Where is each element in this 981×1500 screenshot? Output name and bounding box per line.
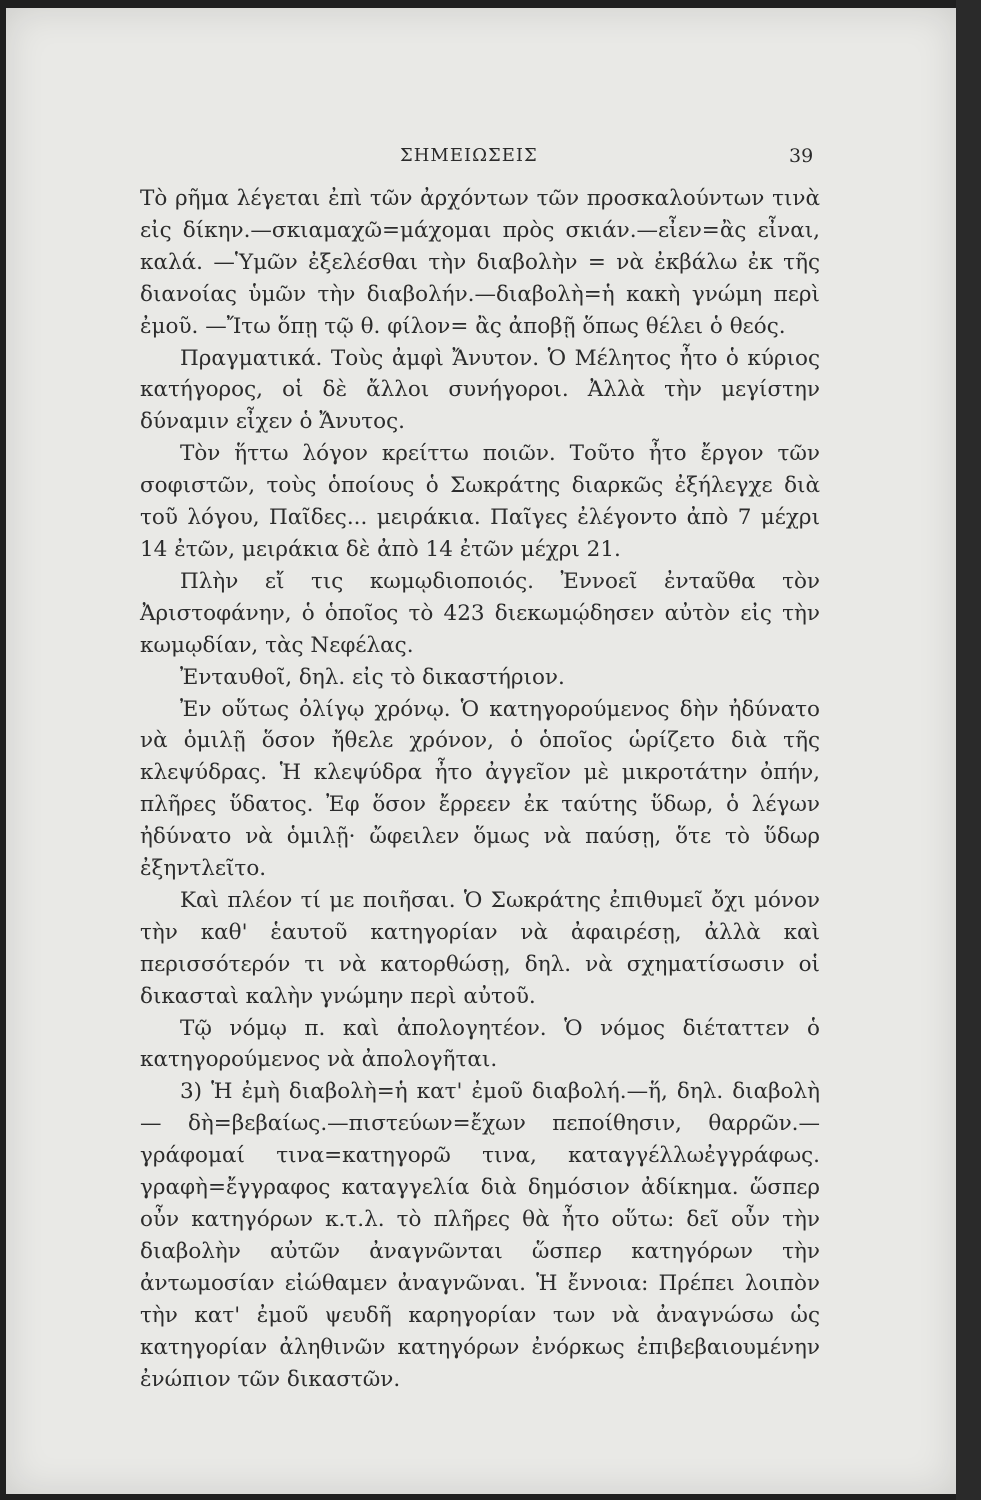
paragraph: 3) Ἡ ἐμὴ διαβολὴ=ἡ κατ' ἐμοῦ διαβολή.—ἥ, δηλ. διαβολὴ — δὴ=βεβαίως.—πιστεύων=ἔχων πεποίθησιν, θαρρῶν.—γράφομαί τινα=κατηγορῶ τινα, καταγγέλλωἐγγράφως. γραφὴ=ἔγγραφος καταγγελία διὰ δημόσιον ἀδίκημα. ὥσπερ οὖν κατηγόρων κ.τ.λ. τὸ πλῆρες θὰ ἦτο οὕτω: δεῖ οὖν τὴν διαβολὴν αὐτῶν ἀναγνῶνται ὥσπερ κατηγόρων τὴν ἀντωμοσίαν εἰώθαμεν ἀναγνῶναι. Ἡ ἔννοια: Πρέπει λοιπὸν τὴν κατ' ἐμοῦ ψευδῆ καρηγορίαν των νὰ ἀναγνώσω ὡς κατηγορίαν ἀληθινῶν κατηγόρων ἐνόρκως ἐπιβεβαιουμένην ἐνώπιον τῶν δικαστῶν. (140, 1079, 820, 1392)
book-page (6, 8, 956, 1494)
paragraph: Πραγματικά. Τοὺς ἀμφὶ Ἄνυτον. Ὁ Μέλητος ἦτο ὁ κύριος κατήγορος, οἱ δὲ ἄλλοι συνήγοροι. Ἀλλὰ τὴν μεγίστην δύναμιν εἶχεν ὁ Ἄνυτος. (140, 345, 820, 435)
page-number: 39 (789, 145, 814, 167)
paragraph: Τῷ νόμῳ π. καὶ ἀπολογητέον. Ὁ νόμος διέταττεν ὁ κατηγορούμενος νὰ ἀπολογῆται. (140, 1015, 820, 1073)
paragraph: Καὶ πλέον τί με ποιῆσαι. Ὁ Σωκράτης ἐπιθυμεῖ ὄχι μόνον τὴν καθ' ἑαυτοῦ κατηγορίαν νὰ ἀφαιρέσῃ, ἀλλὰ καὶ περισσότερόν τι νὰ κατορθώσῃ, δηλ. νὰ σχηματίσωσιν οἱ δικασταὶ καλὴν γνώμην περὶ αὐτοῦ. (140, 887, 820, 1009)
running-title: ΣΗΜΕΙΩΣΕΙΣ (400, 145, 538, 166)
scan-edge (956, 0, 981, 1500)
paragraph: Ἐν οὕτως ὀλίγῳ χρόνῳ. Ὁ κατηγορούμενος δὴν ἠδύνατο νὰ ὁμιλῇ ὅσον ἤθελε χρόνον, ὁ ὁποῖος ὡρίζετο διὰ τῆς κλεψύδρας. Ἡ κλεψύδρα ἦτο ἀγγεῖον μὲ μικροτάτην ὀπήν, πλῆρες ὕδατος. Ἐφ ὅσον ἔρρεεν ἐκ ταύτης ὕδωρ, ὁ λέγων ἠδύνατο νὰ ὁμιλῇ· ὤφειλεν ὅμως νὰ παύσῃ, ὅτε τὸ ὕδωρ ἐξηντλεῖτο. (140, 696, 820, 882)
paragraph: Τὸ ρῆμα λέγεται ἐπὶ τῶν ἀρχόντων τῶν προσκαλούντων τινὰ εἰς δίκην.—σκιαμαχῶ=μάχομαι πρὸς σκιάν.—εἶεν=ἂς εἶναι, καλά. —Ὑμῶν ἐξελέσθαι τὴν διαβολὴν = νὰ ἐκβάλω ἐκ τῆς διανοίας ὑμῶν τὴν διαβολήν.—διαβολὴ=ἡ κακὴ γνώμη περὶ ἐμοῦ. —Ἴτω ὅπῃ τῷ θ. φίλον= ἂς ἀποβῇ ὅπως θέλει ὁ θεός. (140, 186, 820, 339)
page-header (6, 145, 956, 175)
notes-text (140, 183, 820, 1395)
paragraph: Τὸν ἥττω λόγον κρείττω ποιῶν. Τοῦτο ἦτο ἔργον τῶν σοφιστῶν, τοὺς ὁποίους ὁ Σωκράτης διαρκῶς ἐξήλεγχε διὰ τοῦ λόγου, Παῖδες... μειράκια. Παῖγες ἐλέγοντο ἀπὸ 7 μέχρι 14 ἐτῶν, μειράκια δὲ ἀπὸ 14 ἐτῶν μέχρι 21. (140, 441, 820, 562)
paragraph: Ἐνταυθοῖ, δηλ. εἰς τὸ δικαστήριον. (180, 664, 565, 690)
paragraph: Πλὴν εἴ τις κωμῳδιοποιός. Ἐννοεῖ ἐνταῦθα τὸν Ἀριστοφάνην, ὁ ὁποῖος τὸ 423 διεκωμῴδησεν αὐτὸν εἰς τὴν κωμῳδίαν, τὰς Νεφέλας. (140, 568, 820, 658)
